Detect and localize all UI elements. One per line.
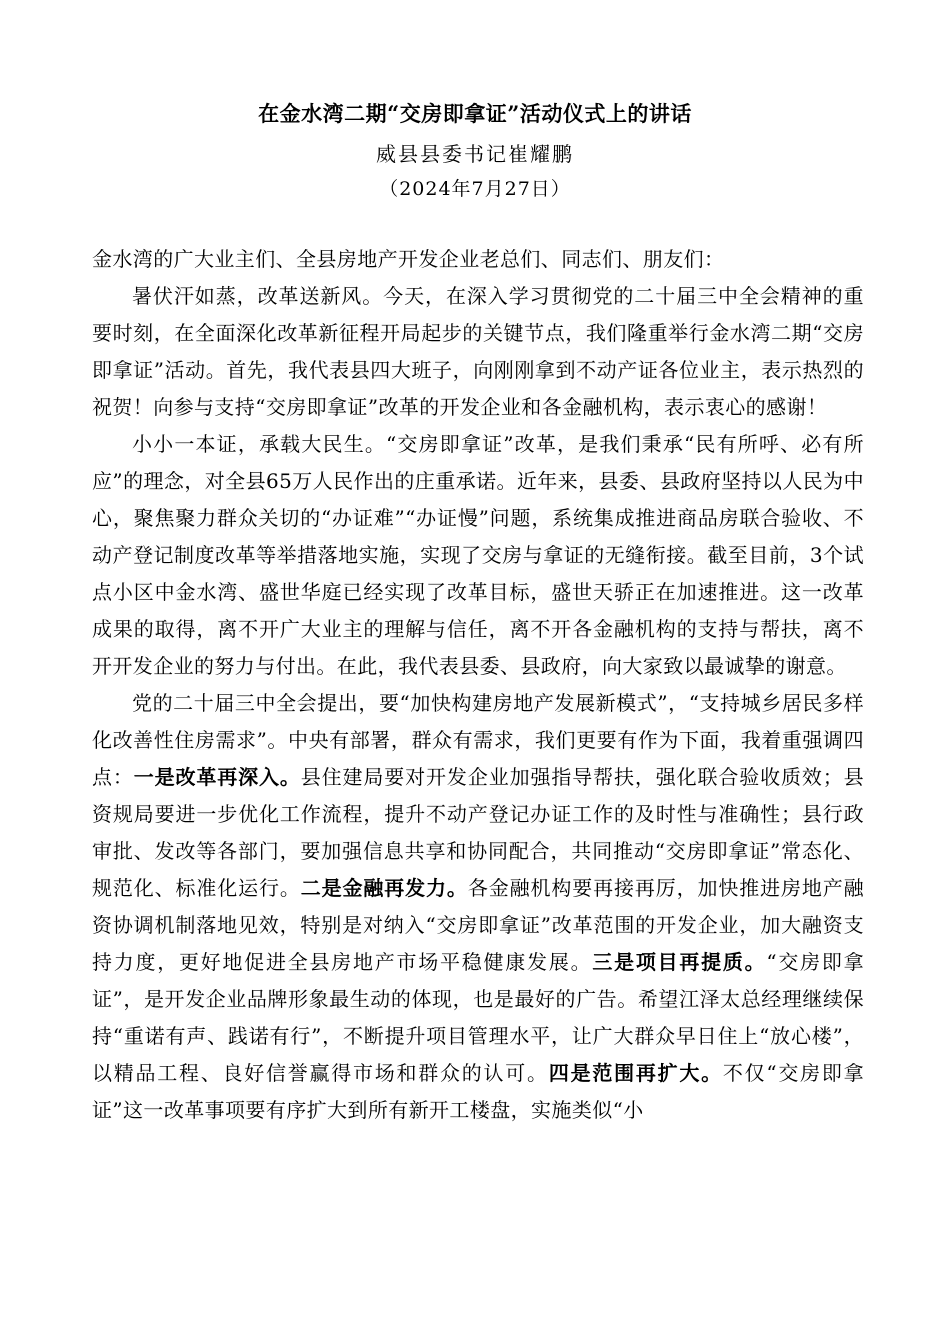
document-author: 威县县委书记崔耀鹏 xyxy=(376,142,574,166)
point-3-text: “交房即拿证”，是开发企业品牌形象最生动的体现，也是最好的广告。希望江泽太总经理继续保持“重诺有声、践诺有行”，不断提升项目管理水平，让广大群众早日住上“放心楼”，以精品工程、良好信誉赢得市场和群众的认可。 xyxy=(92,950,864,1085)
document-title: 在金水湾二期“交房即拿证”活动仪式上的讲话 xyxy=(258,101,692,126)
point-2-title: 二是金融再发力。 xyxy=(300,876,468,900)
salutation: 金水湾的广大业主们、全县房地产开发企业老总们、同志们、朋友们： xyxy=(92,247,725,271)
paragraph-2: 小小一本证，承载大民生。“交房即拿证”改革，是我们秉承“民有所呼、必有所应”的理念，对全县65万人民作出的庄重承诺。近年来，县委、县政府坚持以人民为中心，聚焦聚力群众关切的“办证难”“办证慢”问题，系统集成推进商品房联合验收、不动产登记制度改革等举措落地实施，实现了交房与拿证的无缝衔接。截至目前，3个试点小区中金水湾、盛世华庭已经实现了改革目标，盛世天骄正在加速推进。这一改革成果的取得，离不开广大业主的理解与信任，离不开各金融机构的支持与帮扶，离不开开发企业的努力与付出。在此，我代表县委、县政府，向大家致以最诚挚的谢意。 xyxy=(92,432,864,678)
paragraph-1: 暑伏汗如蒸，改革送新风。今天，在深入学习贯彻党的二十届三中全会精神的重要时刻，在全面深化改革新征程开局起步的关键节点，我们隆重举行金水湾二期“交房即拿证”活动。首先，我代表县四大班子，向刚刚拿到不动产证各位业主，表示热烈的祝贺！向参与支持“交房即拿证”改革的开发企业和各金融机构，表示衷心的感谢！ xyxy=(92,284,864,419)
point-4-text: 不仅“交房即拿证”这一改革事项要有序扩大到所有新开工楼盘，实施类似“小 xyxy=(92,1061,865,1122)
point-3-title: 三是项目再提质。 xyxy=(592,950,767,974)
point-4-title: 四是范围再扩大。 xyxy=(548,1061,723,1085)
document-body xyxy=(92,241,864,1129)
paragraph-3-intro: 党的二十届三中全会提出，要“加快构建房地产发展新模式”，“支持城乡居民多样化改善性住房需求”。中央有部署，群众有需求，我们更要有作为下面，我着重强调四点： xyxy=(92,691,864,789)
paragraph-3 xyxy=(92,685,864,1129)
point-1-text: 县住建局要对开发企业加强指导帮扶，强化联合验收质效；县资规局要进一步优化工作流程，提升不动产登记办证工作的及时性与准确性；县行政审批、发改等各部门，要加强信息共享和协同配合，共同推动“交房即拿证”常态化、规范化、标准化运行。 xyxy=(92,765,864,900)
point-1-title: 一是改革再深入。 xyxy=(133,765,301,789)
document-date: （2024年7月27日） xyxy=(379,178,571,200)
point-2-text: 各金融机构要再接再厉，加快推进房地产融资协调机制落地见效，特别是对纳入“交房即拿证”改革范围的开发企业，加大融资支持力度，更好地促进全县房地产市场平稳健康发展。 xyxy=(92,876,865,974)
